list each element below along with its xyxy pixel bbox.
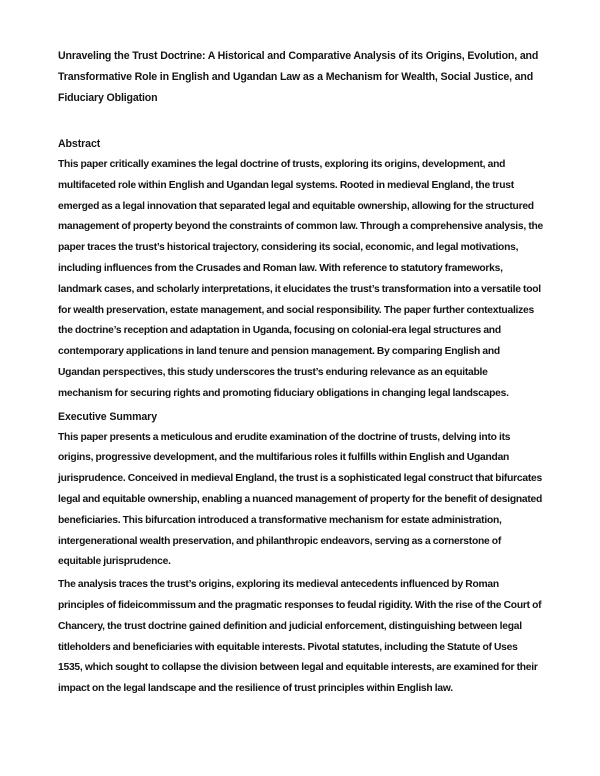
executive-summary-paragraph-1: This paper presents a meticulous and erudite examination of the doctrine of trusts, delving into its origins, progressive development, and the multifarious roles it fulfills within English and Ugandan jurisprudence. Conceived in medieval England, the trust is a sophisticated legal construct that bifurcates legal and equitable ownership, enabling a nuanced management of property for the benefit of designated beneficiaries. This bifurcation introduced a transformative mechanism for estate administration, intergenerational wealth preservation, and philanthropic endeavors, serving as a cornerstone of equitable jurisprudence.: [58, 431, 543, 568]
abstract-heading: Abstract: [58, 138, 101, 150]
executive-summary-heading: Executive Summary: [58, 410, 157, 423]
abstract-paragraph: This paper critically examines the legal doctrine of trusts, exploring its origins, development, and multifaceted role within English and Ugandan legal systems. Rooted in medieval England, the trust emerged as a legal innovation that separated legal and equitable ownership, allowing for the structured management of property beyond the constraints of common law. Through a comprehensive analysis, the paper traces the trust’s historical trajectory, considering its social, economic, and legal motivations, including influences from the Crusades and Roman law. With reference to statutory frameworks, landmark cases, and scholarly interpretations, it elucidates the trust’s transformation into a versatile tool for wealth preservation, estate management, and social responsibility. The paper further contextualizes the doctrine’s reception and adaptation in Uganda, focusing on colonial-era legal structures and contemporary applications in land tenure and pension management. By comparing English and Ugandan perspectives, this study underscores the trust’s enduring relevance as an equitable mechanism for securing rights and promoting fiduciary obligations in changing legal landscapes.: [58, 159, 544, 399]
executive-summary-paragraph-2: The analysis traces the trust’s origins, exploring its medieval antecedents influenced by Roman principles of fideicommissum and the pragmatic responses to feudal rigidity. With the rise of the Court of Chancery, the trust doctrine gained definition and judicial enforcement, distinguishing between legal titleholders and beneficiaries with equitable interests. Pivotal statutes, including the Statute of Uses 1535, which sought to collapse the division between legal and equitable interests, are examined for their impact on the legal landscape and the resilience of trust principles within English law.: [58, 579, 542, 695]
document-page: [58, 46, 544, 700]
paper-title: Unraveling the Trust Doctrine: A Historical and Comparative Analysis of its Origins, Evolution, and Transformative Role in English and Ugandan Law as a Mechanism for Wealth, Social Justice, and Fiduciary Obligation: [58, 50, 539, 104]
